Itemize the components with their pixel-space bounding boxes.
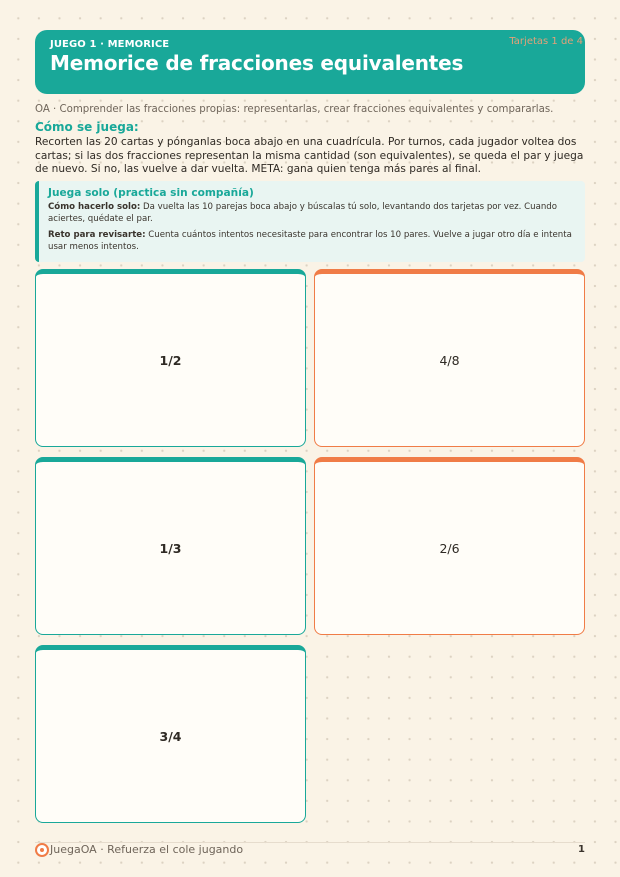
solo-challenge-text: Cuenta cuántos intentos necesitaste para encontrar los 10 pares. Vuelve a jugar otro día e intenta usar menos intentos.	[48, 229, 572, 253]
solo-play-box	[35, 181, 585, 262]
game-rules: Recorten las 20 cartas y pónganlas boca abajo en una cuadrícula. Por turnos, cada jugador voltea dos cartas; si las dos fracciones representan la misma cantidad (son equivalentes), se queda el par y juega de nuevo. Si no, las vuelve a dar vuelta. META: gana quien tenga más pares al final.	[35, 136, 584, 176]
solo-challenge-label: Reto para revisarte:	[48, 229, 146, 240]
brand-logo-icon	[35, 843, 49, 857]
page-title: Memorice de fracciones equivalentes	[50, 51, 464, 75]
fraction-card: 2/6	[314, 457, 585, 635]
game-header	[35, 30, 585, 94]
how-to-heading: Cómo se juega:	[35, 120, 139, 134]
solo-challenge-paragraph	[48, 229, 575, 254]
game-kicker: JUEGO 1 · MEMORICE	[50, 39, 170, 50]
solo-how-paragraph	[48, 201, 575, 226]
fraction-card: 4/8	[314, 269, 585, 447]
fraction-card: 1/2	[35, 269, 306, 447]
cards-tag: Tarjetas 1 de 4	[509, 36, 583, 47]
fraction-card: 1/3	[35, 457, 306, 635]
fraction-card: 3/4	[35, 645, 306, 823]
solo-play-title: Juega solo (practica sin compañía)	[48, 187, 254, 199]
footer-brand: JuegaOA · Refuerza el cole jugando	[50, 843, 244, 856]
solo-how-label: Cómo hacerlo solo:	[48, 202, 141, 212]
solo-how-text: Da vuelta las 10 parejas boca abajo y búscalas tú solo, levantando dos tarjetas por vez. Cuando aciertes, quédate el par.	[48, 202, 558, 225]
learning-objective: OA · Comprender las fracciones propias: representarlas, crear fracciones equivalentes y compararlas.	[35, 104, 554, 115]
page-number: 1	[578, 844, 585, 855]
